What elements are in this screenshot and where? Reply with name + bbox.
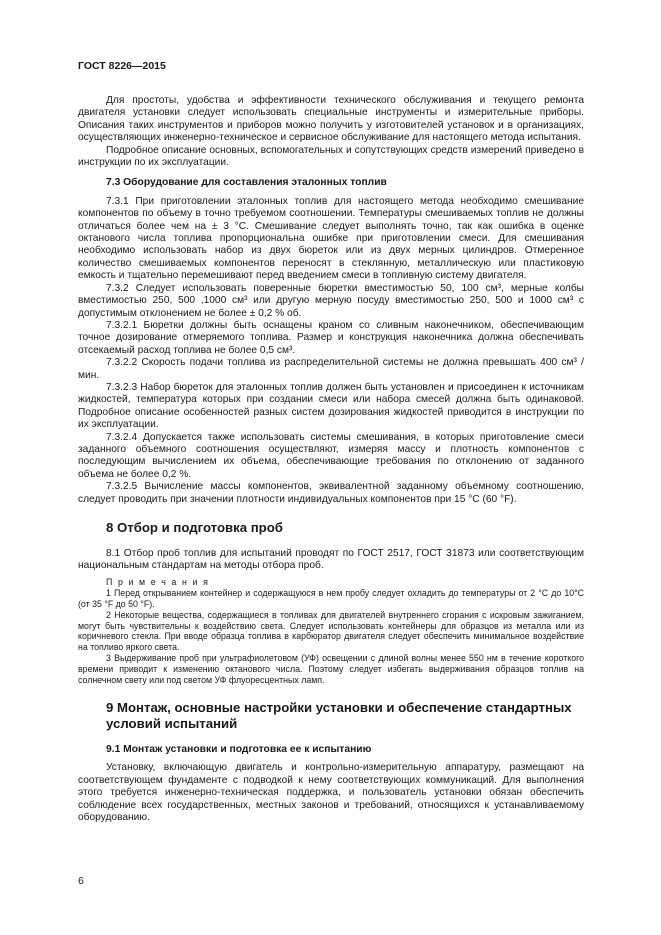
section-8-heading: 8 Отбор и подготовка проб <box>106 520 283 535</box>
section-9-1-heading: 9.1 Монтаж установки и подготовка ее к испытанию <box>106 743 372 755</box>
page-content <box>78 95 584 824</box>
intro-paragraph-1: Для простоты, удобства и эффективности технического обслуживания и текущего ремонта двигателя установки следует использовать специальные инструменты и измерительные приборы. Описания таких инструментов и приборов можно получить у изготовителей установок и в организациях, осуществляющих инженерно-техническое и сервисное обслуживание для настоящего метода испытания. <box>78 95 584 144</box>
section-9-heading: 9 Монтаж, основные настройки установки и обеспечение стандартных условий испытаний <box>106 699 572 731</box>
notes-heading: П р и м е ч а н и я <box>106 576 210 587</box>
standard-code-header: ГОСТ 8226—2015 <box>78 60 166 72</box>
page-number: 6 <box>78 875 84 887</box>
paragraph-7-3-2-4: 7.3.2.4 Допускается также использовать системы смешивания, в которых приготовление смеси заданного объемного соотношения осуществляют, измеряя массу и плотность компонентов с последующим вычислением их объема, обеспечивающие требования по отклонению от заданного объема не более 0,2 %. <box>78 431 584 480</box>
note-2: 2 Некоторые вещества, содержащиеся в топливах для двигателей внутреннего сгорания с искровым зажиганием, могут быть чувствительны к воздействию света. Следует использовать контейнеры для образцов из металла или из коричневого стекла. При вводе образца топлива в карбюратор двигателя следует обеспечить минимальное воздействие на топливо яркого света. <box>78 609 584 653</box>
note-3: 3 Выдерживание проб при ультрафиолетовом (УФ) освещении с длиной волны менее 550 нм в течение короткого времени приводит к изменению октанового числа. Поэтому следует избегать выдерживания образцов топлив на солнечном свету или под светом УФ флуоресцентных ламп. <box>78 653 584 686</box>
section-7-3-heading: 7.3 Оборудование для составления эталонных топлив <box>106 177 387 189</box>
paragraph-7-3-2-2: 7.3.2.2 Скорость подачи топлива из распределительной системы не должна превышать 400 см³ /мин. <box>78 357 584 381</box>
paragraph-7-3-1: 7.3.1 При приготовлении эталонных топлив для настоящего метода необходимо смешивание компонентов по объему в точно требуемом соотношении. Температуры смешиваемых топлив не должны отличаться более чем на ± 3 °С. Смешивание следует выполнять точно, так как ошибка в оценке октанового числа топлива пропорциональна ошибке при приготовлении смеси. Для смешивания необходимо использовать набор из двух бюреток или из двух мерных цилиндров. Отмеренное количество смешиваемых компонентов переносят в стеклянную, металлическую или пластиковую емкость и тщательно перемешивают перед введением смеси в топливную систему двигателя. <box>78 195 584 282</box>
paragraph-7-3-2-1: 7.3.2.1 Бюретки должны быть оснащены краном со сливным наконечником, обеспечивающим точное дозирование отмеряемого топлива. Размер и конструкция наконечника должна обеспечивать отсекаемый расход топлива не более 0,5 см³. <box>78 319 584 356</box>
paragraph-7-3-2-5: 7.3.2.5 Вычисление массы компонентов, эквивалентной заданному объемному соотношению, следует проводить при значении плотности индивидуальных компонентов при 15 °С (60 °F). <box>78 481 584 505</box>
note-1: 1 Перед открыванием контейнер и содержащуюся в нем пробу следует охладить до температуры от 2 °С до 10°С (от 35 °F до 50 °F). <box>78 587 584 609</box>
paragraph-7-3-2-3: 7.3.2.3 Набор бюреток для эталонных топлив должен быть установлен и присоединен к источникам жидкостей, температура которых при создании смеси или набора смесей должна быть одинаковой. Подробное описание особенностей разных систем дозирования жидкостей приводится в инструкции по их эксплуатации. <box>78 381 584 431</box>
intro-paragraph-2: Подробное описание основных, вспомогательных и сопутствующих средств измерений приведено в инструкции по их эксплуатации. <box>78 144 584 169</box>
paragraph-8-1: 8.1 Отбор проб топлив для испытаний проводят по ГОСТ 2517, ГОСТ 31873 или соответствующим национальным стандартам на методы отбора проб. <box>78 548 584 572</box>
paragraph-7-3-2: 7.3.2 Следует использовать поверенные бюретки вместимостью 50, 100 см³, мерные колбы вместимостью 250, 500 ,1000 см³ или другую мерную посуду вместимостью 250, 500 и 1000 см³ с допустимым отклонением не более ± 0,2 % об. <box>78 282 584 319</box>
paragraph-9-1: Установку, включающую двигатель и контрольно-измерительную аппаратуру, размещают на соответствующем фундаменте с подводкой к нему соответствующих коммуникаций. Для выполнения этого требуется инженерно-техническая поддержка, и пользователь установки обязан обеспечить соблюдение всех государственных, местных законов и требований, относящихся к устанавливаемому оборудованию. <box>78 762 584 823</box>
